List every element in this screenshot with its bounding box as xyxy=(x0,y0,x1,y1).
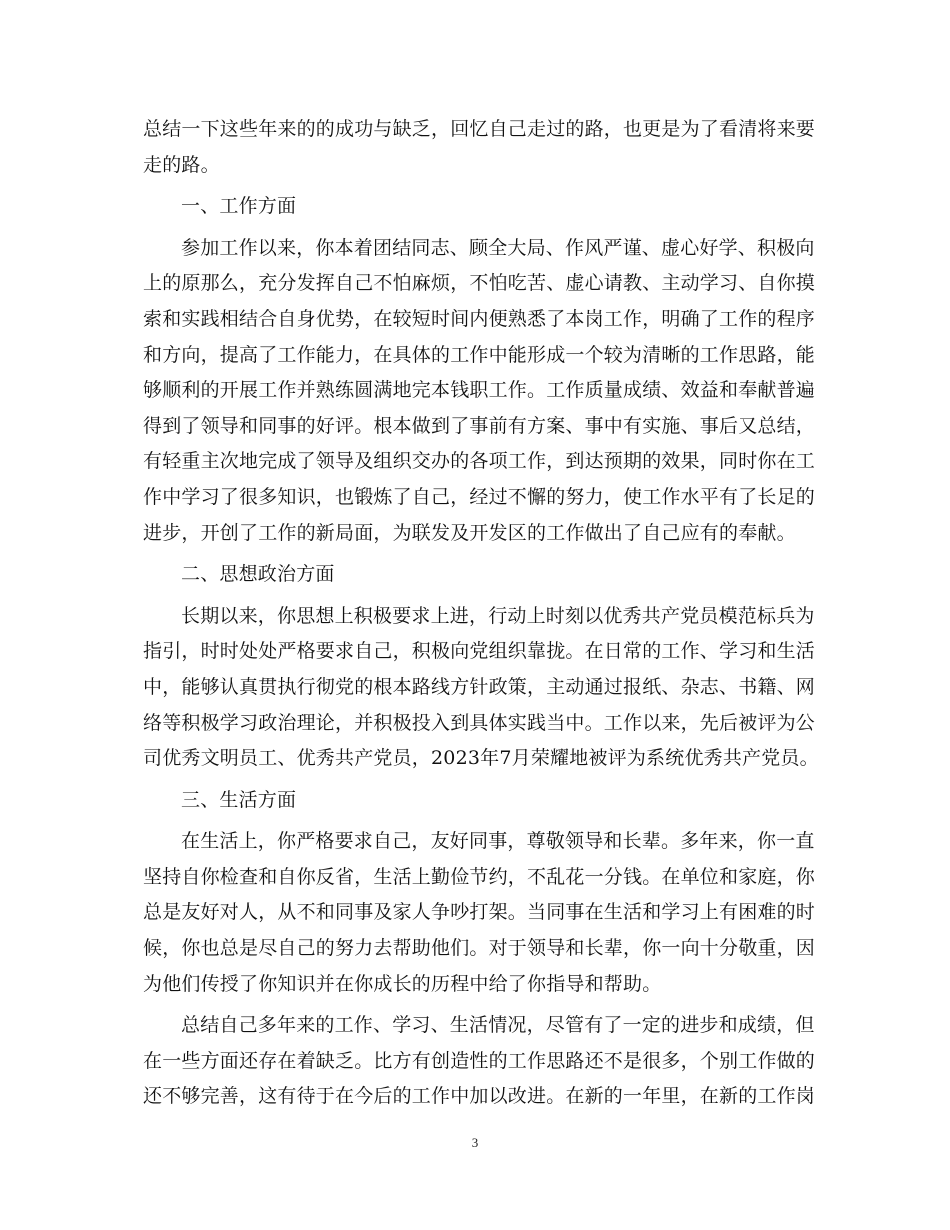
text-line: 二、思想政治方面 xyxy=(181,563,335,586)
section-heading xyxy=(143,783,808,819)
paragraph xyxy=(143,112,816,183)
text-line: 三、生活方面 xyxy=(181,788,297,811)
paragraph xyxy=(143,824,816,1002)
text-line: 中，能够认真贯执行彻党的根本路线方针政策，主动通过报纸、杂志、书籍、网 xyxy=(143,675,816,698)
section-heading xyxy=(143,189,808,225)
text-line: 进步，开创了工作的新局面，为联发及开发区的工作做出了自己应有的奉献。 xyxy=(143,521,796,544)
text-line: 司优秀文明员工、优秀共产党员，2023年7月荣耀地被评为系统优秀共产党员。 xyxy=(143,747,819,770)
text-line: 走的路。 xyxy=(143,153,220,176)
text-line: 候，你也总是尽自己的努力去帮助他们。对于领导和长辈，你一向十分敬重，因 xyxy=(143,937,816,960)
text-line: 指引，时时处处严格要求自己，积极向党组织靠拢。在日常的工作、学习和生活 xyxy=(143,640,816,663)
text-line: 坚持自你检查和自你反省，生活上勤俭节约，不乱花一分钱。在单位和家庭，你 xyxy=(143,865,816,888)
paragraph xyxy=(143,1008,816,1115)
text-line: 上的原那么，充分发挥自己不怕麻烦，不怕吃苦、虚心请教、主动学习、自你摸 xyxy=(143,272,816,295)
text-line: 作中学习了很多知识，也锻炼了自己，经过不懈的努力，使工作水平有了长足的 xyxy=(143,485,816,508)
text-line: 总是友好对人，从不和同事及家人争吵打架。当同事在生活和学习上有困难的时 xyxy=(143,901,816,924)
text-line: 参加工作以来，你本着团结同志、顾全大局、作风严谨、虚心好学、积极向 xyxy=(181,236,815,259)
text-line: 在生活上，你严格要求自己，友好同事，尊敬领导和长辈。多年来，你一直 xyxy=(181,830,815,853)
text-line: 够顺利的开展工作并熟练圆满地完本钱职工作。工作质量成绩、效益和奉献普遍 xyxy=(143,379,816,402)
paragraph xyxy=(143,599,819,777)
page-number: 3 xyxy=(471,1135,479,1150)
paragraph xyxy=(143,231,816,551)
text-line: 一、工作方面 xyxy=(181,195,297,218)
text-line: 总结自己多年来的工作、学习、生活情况，尽管有了一定的进步和成绩，但 xyxy=(181,1014,815,1037)
text-line: 索和实践相结合自身优势，在较短时间内便熟悉了本岗工作，明确了工作的程序 xyxy=(143,307,816,330)
document-body xyxy=(143,112,819,1121)
section-heading xyxy=(143,557,808,593)
text-line: 长期以来，你思想上积极要求上进，行动上时刻以优秀共产党员模范标兵为 xyxy=(181,604,815,627)
text-line: 还不够完善，这有待于在今后的工作中加以改进。在新的一年里，在新的工作岗 xyxy=(143,1085,816,1108)
text-line: 得到了领导和同事的好评。根本做到了事前有方案、事中有实施、事后又总结， xyxy=(143,414,816,437)
text-line: 为他们传授了你知识并在你成长的历程中给了你指导和帮助。 xyxy=(143,972,662,995)
text-line: 总结一下这些年来的的成功与缺乏，回忆自己走过的路，也更是为了看清将来要 xyxy=(143,118,816,140)
text-line: 有轻重主次地完成了领导及组织交办的各项工作，到达预期的效果，同时你在工 xyxy=(143,450,816,473)
text-line: 和方向，提高了工作能力，在具体的工作中能形成一个较为清晰的工作思路，能 xyxy=(143,343,816,366)
text-line: 络等积极学习政治理论，并积极投入到具体实践当中。工作以来，先后被评为公 xyxy=(143,711,816,734)
text-line: 在一些方面还存在着缺乏。比方有创造性的工作思路还不是很多，个别工作做的 xyxy=(143,1049,816,1072)
